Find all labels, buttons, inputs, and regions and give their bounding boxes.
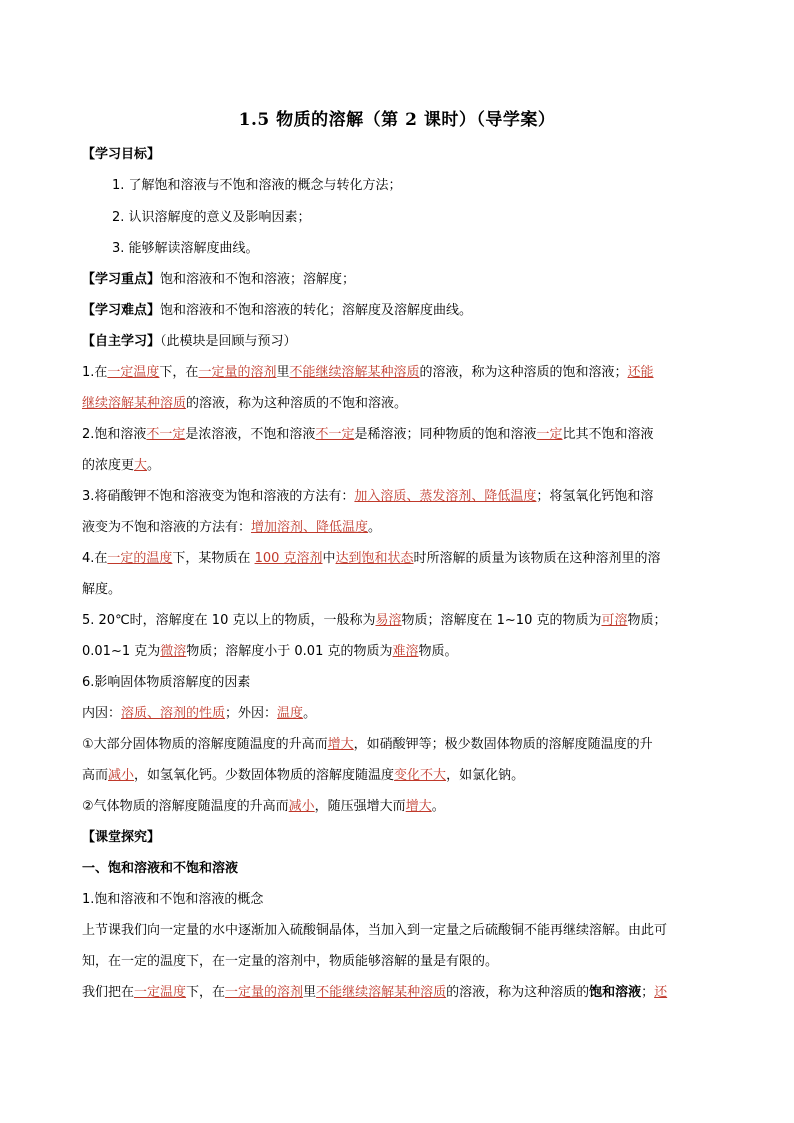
answer: 一定量的溶剂: [225, 985, 304, 1000]
answer: 不一定: [315, 427, 355, 442]
answer: 变化不大: [394, 768, 447, 783]
question-2-line-1: 2.饱和溶液不一定是浓溶液，不饱和溶液不一定是稀溶液；同种物质的饱和溶液一定比其不饱和溶液: [82, 427, 654, 442]
goal-item: 1. 了解饱和溶液与不饱和溶液的概念与转化方法；: [112, 178, 402, 193]
goal-item: 3. 能够解读溶解度曲线。: [112, 241, 259, 256]
question-6-point-1-line-2: 高而减小，如氢氧化钙。少数固体物质的溶解度随温度变化不大，如氯化钠。: [82, 768, 525, 783]
answer: 不能继续溶解某种溶质: [289, 365, 420, 380]
answer: 继续溶解某种溶质: [82, 396, 187, 411]
question-1-line-2: 继续溶解某种溶质的溶液，称为这种溶质的不饱和溶液。: [82, 396, 408, 411]
question-3-line-1: 3.将硝酸钾不饱和溶液变为饱和溶液的方法有：加入溶质、蒸发溶剂、降低温度；将氢氧化钙饱和溶: [82, 489, 654, 504]
answer: 增大: [405, 799, 432, 814]
section-heading: 一、饱和溶液和不饱和溶液: [82, 861, 239, 876]
answer: 不一定: [146, 427, 186, 442]
answer: 一定温度: [134, 985, 187, 1000]
question-1-line-1: 1.在一定温度下，在一定量的溶剂里不能继续溶解某种溶质的溶液，称为这种溶质的饱和溶液；还能: [82, 365, 654, 380]
question-3-line-2: 液变为不饱和溶液的方法有：增加溶剂、降低温度。: [82, 520, 382, 535]
answer: 易溶: [375, 613, 402, 628]
answer: 一定温度: [107, 365, 160, 380]
answer: 不能继续溶解某种溶质: [316, 985, 447, 1000]
answer: 一定量的溶剂: [198, 365, 277, 380]
question-6-factors: 内因：溶质、溶剂的性质；外因：温度。: [82, 706, 317, 721]
self-study-heading: 【自主学习】（此模块是回顾与预习）: [82, 334, 297, 349]
answer: 大: [134, 458, 148, 473]
answer: 增加溶剂、降低温度: [251, 520, 369, 535]
goal-item: 2. 认识溶解度的意义及影响因素；: [112, 210, 311, 225]
answer: 减小: [108, 768, 135, 783]
question-6-point-1-line-1: ①大部分固体物质的溶解度随温度的升高而增大，如硝酸钾等；极少数固体物质的溶解度随温度的升: [82, 737, 653, 752]
answer: 一定: [536, 427, 563, 442]
question-2-line-2: 的浓度更大。: [82, 458, 161, 473]
paragraph-line: 知，在一定的温度下，在一定量的溶剂中，物质能够溶解的量是有限的。: [82, 954, 499, 969]
question-4-line-2: 解度。: [82, 582, 122, 597]
question-5-line-1: 5. 20℃时，溶解度在 10 克以上的物质，一般称为易溶物质；溶解度在 1~10 克的物质为可溶物质；: [82, 613, 667, 628]
answer: 还: [654, 985, 668, 1000]
page-title: 1.5 物质的溶解（第 2 课时）（导学案）: [238, 110, 556, 130]
answer: 溶质、溶剂的性质: [121, 706, 226, 721]
key-points: 【学习重点】饱和溶液和不饱和溶液；溶解度；: [82, 272, 356, 287]
answer: 温度: [277, 706, 304, 721]
answer: 加入溶质、蒸发溶剂、降低温度: [354, 489, 537, 504]
answer: 100 克溶剂: [254, 551, 323, 566]
definition-line: 我们把在一定温度下，在一定量的溶剂里不能继续溶解某种溶质的溶液，称为这种溶质的饱和溶液；还: [82, 985, 668, 1000]
answer: 可溶: [601, 613, 628, 628]
answer: 一定的温度: [107, 551, 173, 566]
answer: 还能: [627, 365, 654, 380]
answer: 难溶: [392, 644, 419, 659]
question-4-line-1: 4.在一定的温度下，某物质在 100 克溶剂中达到饱和状态时所溶解的质量为该物质在这种溶剂里的溶: [82, 551, 661, 566]
subsection-heading: 1.饱和溶液和不饱和溶液的概念: [82, 892, 264, 907]
question-6-title: 6.影响固体物质溶解度的因素: [82, 675, 251, 690]
difficult-points: 【学习难点】饱和溶液和不饱和溶液的转化；溶解度及溶解度曲线。: [82, 303, 473, 318]
answer: 减小: [288, 799, 315, 814]
answer: 达到饱和状态: [335, 551, 414, 566]
class-inquiry-heading: 【课堂探究】: [82, 830, 161, 845]
answer: 微溶: [160, 644, 187, 659]
answer: 增大: [327, 737, 354, 752]
goals-heading: 【学习目标】: [82, 147, 161, 162]
question-5-line-2: 0.01~1 克为微溶物质；溶解度小于 0.01 克的物质为难溶物质。: [82, 644, 458, 659]
question-6-point-2: ②气体物质的溶解度随温度的升高而减小，随压强增大而增大。: [82, 799, 445, 814]
paragraph-line: 上节课我们向一定量的水中逐渐加入硫酸铜晶体，当加入到一定量之后硫酸铜不能再继续溶解。由此可: [82, 923, 668, 938]
